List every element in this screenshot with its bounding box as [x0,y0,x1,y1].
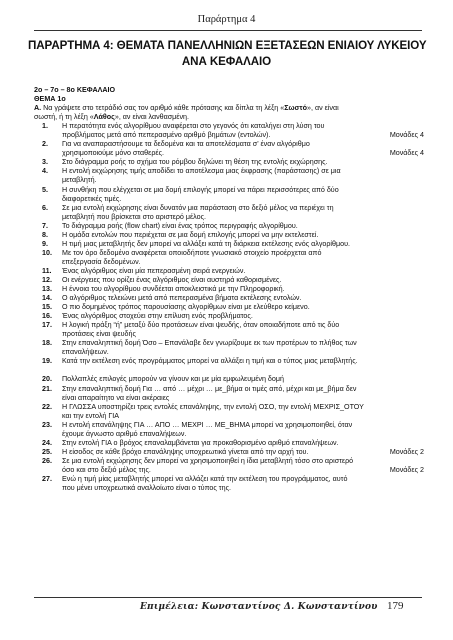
question-line-text: Η είσοδος σε κάθε βρόχο επανάληψης υποχρεωτικά γίνεται από την αρχή του. [62,447,309,456]
question-line-text: διαφορετικές τιμές. [62,194,122,203]
question-text [62,240,424,249]
question-item [42,375,424,384]
question-text [62,312,424,321]
question-line [62,176,424,185]
instructions-text-4: », αν είναι λανθασμένη. [114,113,190,122]
question-text [62,475,424,493]
question-line [62,394,424,403]
question-text [62,339,424,357]
instructions-text-1: Να γράψετε στο τετράδιό σας τον αριθμό κάθε πρότασης και δίπλα τη λέξη « [41,104,285,113]
question-item [42,439,424,448]
question-text [62,294,424,303]
question-line [62,167,424,176]
question-text [62,267,424,276]
question-item [42,421,424,439]
question-line-text: Ο πιο δομημένος τρόπος παρουσίασης αλγορίθμων είναι με ελεύθερο κείμενο. [62,303,310,312]
question-line-text: είναι απαραίτητο να είναι ακέραιες [62,393,170,402]
question-text [62,303,424,312]
question-line [62,375,424,384]
question-text [62,231,424,240]
question-line-text: και την εντολή ΓΙΑ [62,411,120,420]
question-text [62,321,424,339]
question-item [42,303,424,312]
question-number: 14. [42,294,52,303]
chapters-heading: 2ο – 7ο – 8ο ΚΕΦΑΛΑΙΟ [34,86,116,94]
question-line [62,213,424,222]
instructions [34,104,424,113]
question-line-text: επεξεργασία δεδομένων. [62,257,141,266]
question-list [34,122,424,493]
question-line [62,186,424,195]
question-number: 27. [42,474,52,483]
question-item [42,204,424,222]
question-text [62,276,424,285]
question-line-text: Η έννοια του αλγορίθμου συνδέεται αποκλειστικά με την Πληροφορική. [62,285,285,294]
question-number: 17. [42,321,52,330]
question-line-text: Η τιμή μιας μεταβλητής δεν μπορεί να αλλάξει κατά τη διάρκεια εκτέλεσης ενός αλγορίθμου. [62,239,350,248]
item-spacer [34,366,424,375]
question-text [62,167,424,185]
question-item [42,312,424,321]
question-line-text: Η περατότητα ενός αλγορίθμου αναφέρεται στο γεγονός ότι καταλήγει στη λύση του [62,122,325,131]
question-line-text: όσο και στο δεξιό μέλος της. [62,465,151,474]
title-line-2: ΑΝΑ ΚΕΦΑΛΑΙΟ [181,55,272,68]
question-line-text: Ένας αλγόριθμος είναι μία πεπερασμένη σειρά ενεργειών. [62,266,246,275]
instructions-text-3: σωστή, ή τη λέξη « [34,113,94,122]
question-text [62,403,424,421]
question-line-text: Ενώ η τιμή μίας μεταβλητής μπορεί να αλλάζει κατά την εκτέλεση του προγράμματος, αυτό [62,474,348,483]
title-line-1: ΠΑΡΑΡΤΗΜΑ 4: ΘΕΜΑΤΑ ΠΑΝΕΛΛΗΝΙΩΝ ΕΞΕΤΑΣΕΩΝ ΕΝΙΑΙΟΥ ΛΥΚΕΙΟΥ [28,39,427,52]
theme-heading: ΘΕΜΑ 1ο [34,95,66,104]
question-line-text: Ο αλγόριθμος τελειώνει μετά από πεπερασμένα βήματα εκτέλεσης εντολών. [62,294,302,303]
question-number: 21. [42,384,52,393]
question-text [62,140,424,158]
question-number: 6. [42,203,48,212]
question-line [62,258,424,267]
question-line-text: Στην εντολή ΓΙΑ ο βρόχος επαναλαμβάνεται για προκαθορισμένο αριθμό επαναλήψεων. [62,438,339,447]
question-line [62,457,424,466]
question-text [62,357,424,366]
question-text [62,439,424,448]
question-item [42,158,424,167]
question-line-text: επαναλήψεων. [62,348,109,357]
question-line-text: Σε μια εντολή εκχώρησης δεν μπορεί να χρησιμοποιηθεί η ίδια μεταβλητή τόσο στο αριστερό [62,456,354,465]
question-text [62,375,424,384]
question-item [42,240,424,249]
question-line-text: μεταβλητή που βρίσκεται στο αριστερό μέλος. [62,212,207,221]
question-number: 13. [42,285,52,294]
question-item [42,186,424,204]
footer-rule [34,597,422,598]
question-number: 12. [42,275,52,284]
question-item [42,448,424,457]
question-number: 8. [42,230,48,239]
question-number: 5. [42,185,48,194]
instructions-line-2 [34,113,424,122]
question-text [62,158,424,167]
question-text [62,457,424,475]
question-line [62,421,424,430]
question-line-text: Σε μια εντολή εκχώρησης είναι δυνατόν μια παράσταση στο δεξιό μέλος να περιέχει τη [62,203,334,212]
question-line [62,267,424,276]
question-line-text: Οι ενέργειες που ορίζει ένας αλγόριθμος είναι αυστηρά καθορισμένες. [62,275,282,284]
question-number: 16. [42,312,52,321]
question-line-text: χρησιμοποιούμε μόνο σταθερές. [62,149,164,158]
question-item [42,457,424,475]
question-line-text: Ένας αλγόριθμος στοχεύει στην επίλυση ενός προβλήματος. [62,312,253,321]
question-number: 18. [42,339,52,348]
question-number: 2. [42,140,48,149]
question-item [42,249,424,267]
question-line [62,430,424,439]
page-title [28,38,425,70]
header-rule [34,30,422,31]
document-body [34,86,424,493]
question-line-text: μεταβλητή. [62,176,97,185]
question-line [62,222,424,231]
question-line [62,204,424,213]
marks-label: Μονάδες 2 [389,447,424,456]
question-number: 10. [42,248,52,257]
question-text [62,385,424,403]
question-line [62,348,424,357]
question-line [62,448,424,457]
question-line-text: Στην επαναληπτική δομή Για … από … μέχρι … με_βήμα οι τιμές από, μέχρι και με_βήμα δεν [62,384,357,393]
question-line-text: προβλήματος μετά από πεπερασμένο αριθμό βημάτων (εντολών). [62,131,271,140]
question-line [62,140,424,149]
question-line-text: Η συνθήκη που ελέγχεται σε μια δομή επιλογής μπορεί να πάρει περισσότερες από δύο [62,185,339,194]
question-line [62,240,424,249]
question-line-text: Η ομάδα εντολών που περιέχεται σε μια δομή επιλογής μπορεί να μην εκτελεστεί. [62,230,319,239]
question-line [62,285,424,294]
question-text [62,285,424,294]
footer-author: Επιμέλεια: Κωνσταντίνος Δ. Κωνσταντίνου [140,602,378,612]
instructions-text-2: », αν είναι [307,104,339,113]
question-number: 23. [42,420,52,429]
question-text [62,448,424,457]
question-number: 7. [42,221,48,230]
question-line [62,231,424,240]
question-line [62,339,424,348]
question-number: 9. [42,239,48,248]
question-number: 24. [42,438,52,447]
question-item [42,475,424,493]
question-line-text: προτάσεις είναι ψευδής [62,330,136,339]
question-line-text: Με τον όρο δεδομένο αναφέρεται οποιοδήποτε γνωσιακό στοιχείο προέρχεται από [62,248,322,257]
question-line [62,385,424,394]
question-number: 20. [42,375,52,384]
instructions-wrong-word: Λάθος [93,113,115,122]
question-item [42,339,424,357]
question-line [62,149,424,158]
question-line-text: Για να αναπαραστήσουμε τα δεδομένα και τα αποτελέσματα σ’ έναν αλγόριθμο [62,140,310,149]
question-item [42,140,424,158]
question-line [62,195,424,204]
marks-label: Μονάδες 2 [389,465,424,474]
question-number: 1. [42,122,48,131]
question-item [42,403,424,421]
question-line [62,439,424,448]
question-line-text: Η εντολή επανάληψης ΓΙΑ … ΑΠΟ … ΜΕΧΡΙ … ΜΕ_ΒΗΜΑ μπορεί να χρησιμοποιηθεί, όταν [62,420,353,429]
question-item [42,167,424,185]
question-line [62,357,424,366]
question-number: 22. [42,402,52,411]
question-line-text: Η εντολή εκχώρησης τιμής αποδίδει το αποτέλεσμα μιας έκφρασης (παράστασης) σε μια [62,167,341,176]
question-line [62,466,424,475]
question-item [42,357,424,366]
instructions-correct-word: Σωστό [284,104,307,113]
question-line-text: Στην επαναληπτική δομή Όσο – Επανάλαβε δεν γνωρίζουμε εκ των προτέρων το πλήθος των [62,339,357,348]
question-line-text: Η ΓΛΩΣΣΑ υποστηρίζει τρεις εντολές επανάληψης, την εντολή ΟΣΟ, την εντολή ΜΕΧΡΙΣ_ΟΤΟΥ [62,402,364,411]
question-line [62,294,424,303]
question-number: 19. [42,357,52,366]
question-item [42,294,424,303]
question-item [42,321,424,339]
question-number: 26. [42,456,52,465]
instructions-label: Α. [34,104,42,113]
question-line-text: Στο διάγραμμα ροής το σχήμα του ρόμβου δηλώνει τη θέση της εντολής εκχώρησης. [62,158,328,167]
question-item [42,276,424,285]
question-number: 11. [42,266,52,275]
question-item [42,231,424,240]
question-line [62,330,424,339]
question-item [42,122,424,140]
question-line [62,249,424,258]
question-number: 4. [42,167,48,176]
question-line-text: Το διάγραμμα ροής (flow chart) είναι ένας τρόπος περιγραφής αλγορίθμου. [62,221,298,230]
question-text [62,222,424,231]
question-line [62,303,424,312]
question-item [42,267,424,276]
question-line-text: που μένει υποχρεωτικά αναλλοίωτο είναι ο τύπος της. [62,484,232,493]
page-number: 179 [387,600,404,612]
question-line [62,158,424,167]
question-number: 3. [42,158,48,167]
marks-label: Μονάδες 4 [389,149,424,158]
question-line-text: Κατά την εκτέλεση ενός προγράμματος μπορεί να αλλάξει η τιμή και ο τύπος μιας μεταβλητής. [62,357,358,366]
question-text [62,204,424,222]
running-header: Παράρτημα 4 [197,14,256,25]
question-item [42,385,424,403]
marks-label: Μονάδες 4 [389,131,424,140]
question-line-text: Πολλαπλές επιλογές μπορούν να γίνουν και με μία εμφωλευμένη δομή [62,375,284,384]
question-line [62,276,424,285]
question-item [42,222,424,231]
question-line [62,122,424,131]
question-line [62,475,424,484]
question-number: 15. [42,303,52,312]
question-line [62,321,424,330]
question-line [62,131,424,140]
question-text [62,249,424,267]
question-line-text: Η λογική πράξη “ή” μεταξύ δύο προτάσεων είναι ψευδής, όταν οποιαδήποτε από τις δύο [62,321,340,330]
question-text [62,122,424,140]
question-line [62,484,424,493]
question-text [62,421,424,439]
question-line [62,412,424,421]
question-item [42,285,424,294]
question-number: 25. [42,447,52,456]
question-text [62,186,424,204]
question-line [62,403,424,412]
question-line-text: έχουμε άγνωστο αριθμό επαναλήψεων. [62,429,187,438]
question-line [62,312,424,321]
